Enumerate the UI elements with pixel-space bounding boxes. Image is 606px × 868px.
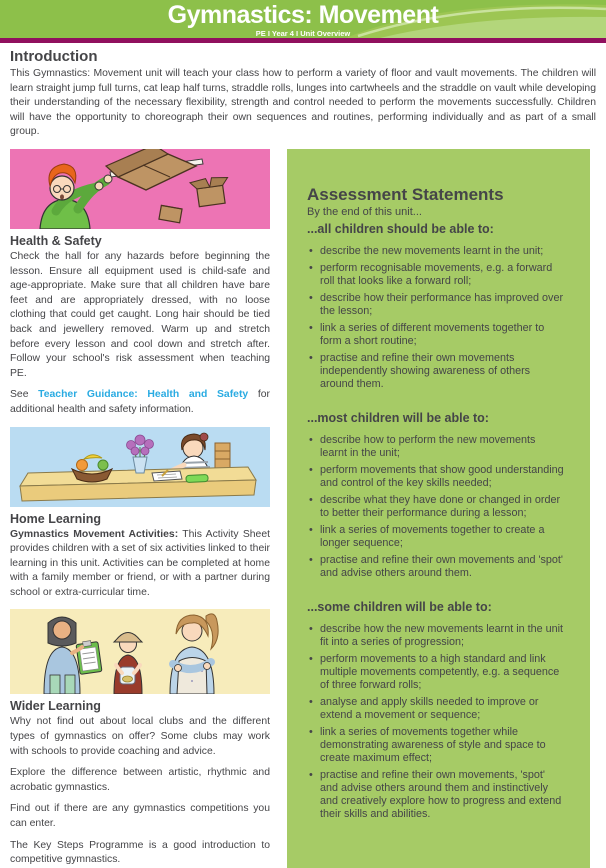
assessment-item: • practise and refine their own movements, 'spot' and advise others around them and instinctively and creatively explore how to progress and extend their skills and abilities. [307, 769, 564, 821]
assessment-panel [287, 149, 590, 868]
health-safety-body: Check the hall for any hazards before beginning the lesson. Ensure all equipment used is child-safe and age-appropriate. Make sure that all children have bare feet and are appropriately dressed, with no loose clothing that could get caught. Long hair should be tied back and jewellery removed. Warm up and stretch before every lesson and cool down and stretch after. Follow your school's risk assessment when teaching PE. [10, 250, 270, 379]
assessment-item: • describe what they have done or changed in order to better their performance during a lesson; [307, 494, 564, 520]
health-safety-illustration [10, 149, 270, 229]
assessment-subheading: By the end of this unit... [307, 205, 422, 218]
home-learning-lead: Gymnastics Movement Activities: [10, 528, 179, 540]
assessment-item: • practise and refine their own movements and 'spot' and advise others around them. [307, 554, 564, 580]
wider-learning-paragraph: The Key Steps Programme is a good introduction to competitive gymnastics. [10, 839, 270, 866]
see-prefix: See [10, 389, 39, 401]
assessment-item: • describe the new movements learnt in the unit; [307, 245, 564, 258]
teacher-guidance-link[interactable]: Teacher Guidance: Health and Safety [38, 389, 249, 401]
assessment-item: • analyse and apply skills needed to improve or extend a movement or sequence; [307, 696, 564, 722]
assessment-group-title-all: ...all children should be able to: [307, 221, 494, 236]
content-columns [0, 149, 606, 868]
assessment-item: • link a series of different movements together to form a short routine; [307, 322, 564, 348]
assessment-item: • describe how the new movements learnt in the unit fit into a series of progression; [307, 623, 564, 649]
home-learning-heading: Home Learning [10, 511, 101, 526]
wider-learning-paragraph: Find out if there are any gymnastics competitions you can enter. [10, 803, 270, 830]
header [0, 0, 606, 38]
wider-learning-paragraph: Explore the difference between artistic, rhythmic and acrobatic gymnastics. [10, 767, 270, 793]
assessment-heading: Assessment Statements [307, 184, 504, 204]
assessment-item: • perform recognisable movements, e.g. a forward roll that looks like a forward roll; [307, 262, 564, 288]
assessment-item: • link a series of movements together to create a longer sequence; [307, 524, 564, 550]
home-learning-illustration [10, 427, 270, 507]
column-gap [270, 149, 287, 868]
health-safety-see-line [10, 388, 270, 417]
assessment-list-all [307, 245, 564, 391]
health-safety-heading: Health & Safety [10, 233, 102, 248]
left-column [10, 149, 270, 868]
wider-learning-illustration [10, 609, 270, 694]
page-subtitle: PE I Year 4 I Unit Overview [255, 29, 351, 38]
assessment-item: • perform movements to a high standard and link multiple movements competently, e.g. a sequence of three forward rolls; [307, 653, 564, 692]
introduction-heading: Introduction [10, 48, 98, 65]
assessment-list-some [307, 623, 564, 821]
wider-learning-paragraph: Why not find out about local clubs and the different types of gymnastics on offer? Some clubs may work with schools to provide coaching and advice. [10, 716, 270, 757]
assessment-item: • practise and refine their own movements independently showing awareness of others around them. [307, 352, 564, 391]
page-title: Gymnastics: Movement [167, 1, 439, 29]
assessment-item: • perform movements that show good understanding and control of the key skills needed; [307, 464, 564, 490]
introduction-section [0, 43, 606, 140]
wider-learning-heading: Wider Learning [10, 699, 101, 714]
introduction-body: This Gymnastics: Movement unit will teach your class how to perform a variety of floor and vault movements. The children will learn straight jump full turns, cat leap half turns, straddle rolls, lunges into cartwheels and the straddle on vault while developing their understanding of the necessary flexibility, strength and control needed to perform the movements successfully. Children will have the opportunity to choreograph their own sequences and routines, performing individually and as part of a small group. [10, 68, 596, 138]
assessment-item: • describe how their performance has improved over the lesson; [307, 292, 564, 318]
home-learning-body: Gymnastics Movement Activities: This Activity Sheet provides children with a set of six activities linked to their learning in this unit. Activities can be completed at home with a family member or friend, or with a partner during school or extra-curricular time. [10, 528, 270, 598]
assessment-list-most [307, 434, 564, 580]
assessment-group-title-some: ...some children will be able to: [307, 599, 492, 614]
see-suffix: for additional health and safety information. [10, 389, 271, 415]
assessment-item: • link a series of movements together while demonstrating awareness of style and space to create maximum effect; [307, 726, 564, 765]
assessment-item: • describe how to perform the new movements learnt in the unit; [307, 434, 564, 460]
assessment-group-title-most: ...most children will be able to: [307, 410, 489, 425]
